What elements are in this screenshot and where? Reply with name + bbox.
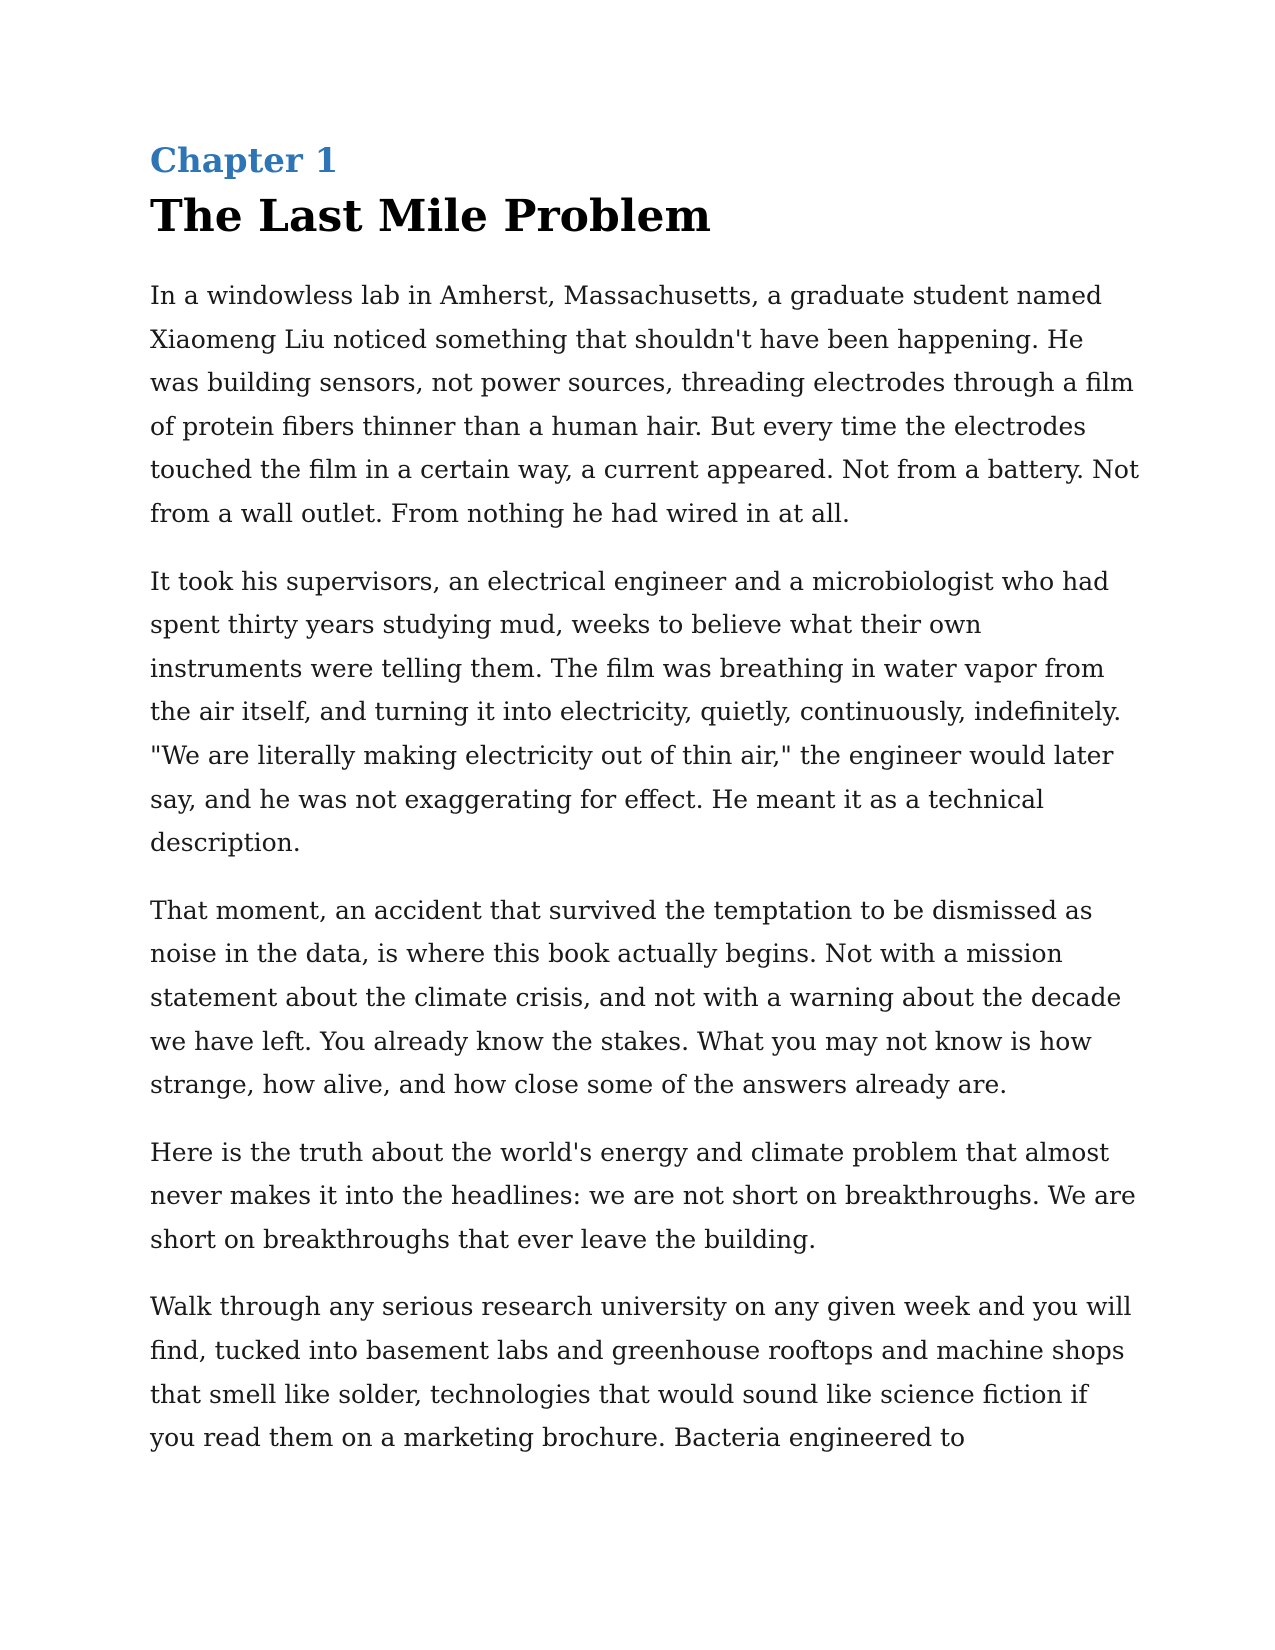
paragraph: Here is the truth about the world's energy and climate problem that almost never makes it into the headlines: we are not short on breakthroughs. We are short on breakthroughs that ever leave the building. [150, 1137, 1136, 1254]
chapter-label: Chapter 1 [150, 141, 339, 181]
chapter-title: The Last Mile Problem [150, 191, 711, 242]
paragraph: That moment, an accident that survived the temptation to be dismissed as noise in the data, is where this book actually begins. Not with a mission statement about the climate crisis, and not with a warning about the decade we have left. You already know the stakes. What you may not know is how strange, how alive, and how close some of the answers already are. [150, 895, 1122, 1100]
chapter-body [150, 274, 1140, 1460]
paragraph: In a windowless lab in Amherst, Massachusetts, a graduate student named Xiaomeng Liu noticed something that shouldn't have been happening. He was building sensors, not power sources, threading electrodes through a film of protein fibers thinner than a human hair. But every time the electrodes touched the film in a certain way, a current appeared. Not from a battery. Not from a wall outlet. From nothing he had wired in at all. [150, 281, 1139, 528]
paragraph: Walk through any serious research university on any given week and you will find, tucked into basement labs and greenhouse rooftops and machine shops that smell like solder, technologies that would sound like science fiction if you read them on a marketing brochure. Bacteria engineered to [150, 1292, 1132, 1453]
paragraph: It took his supervisors, an electrical engineer and a microbiologist who had spent thirty years studying mud, weeks to believe what their own instruments were telling them. The film was breathing in water vapor from the air itself, and turning it into electricity, quietly, continuously, indefinitely. "We are literally making electricity out of thin air," the engineer would later say, and he was not exaggerating for effect. He meant it as a technical description. [150, 566, 1122, 858]
document-page [150, 140, 1140, 1484]
